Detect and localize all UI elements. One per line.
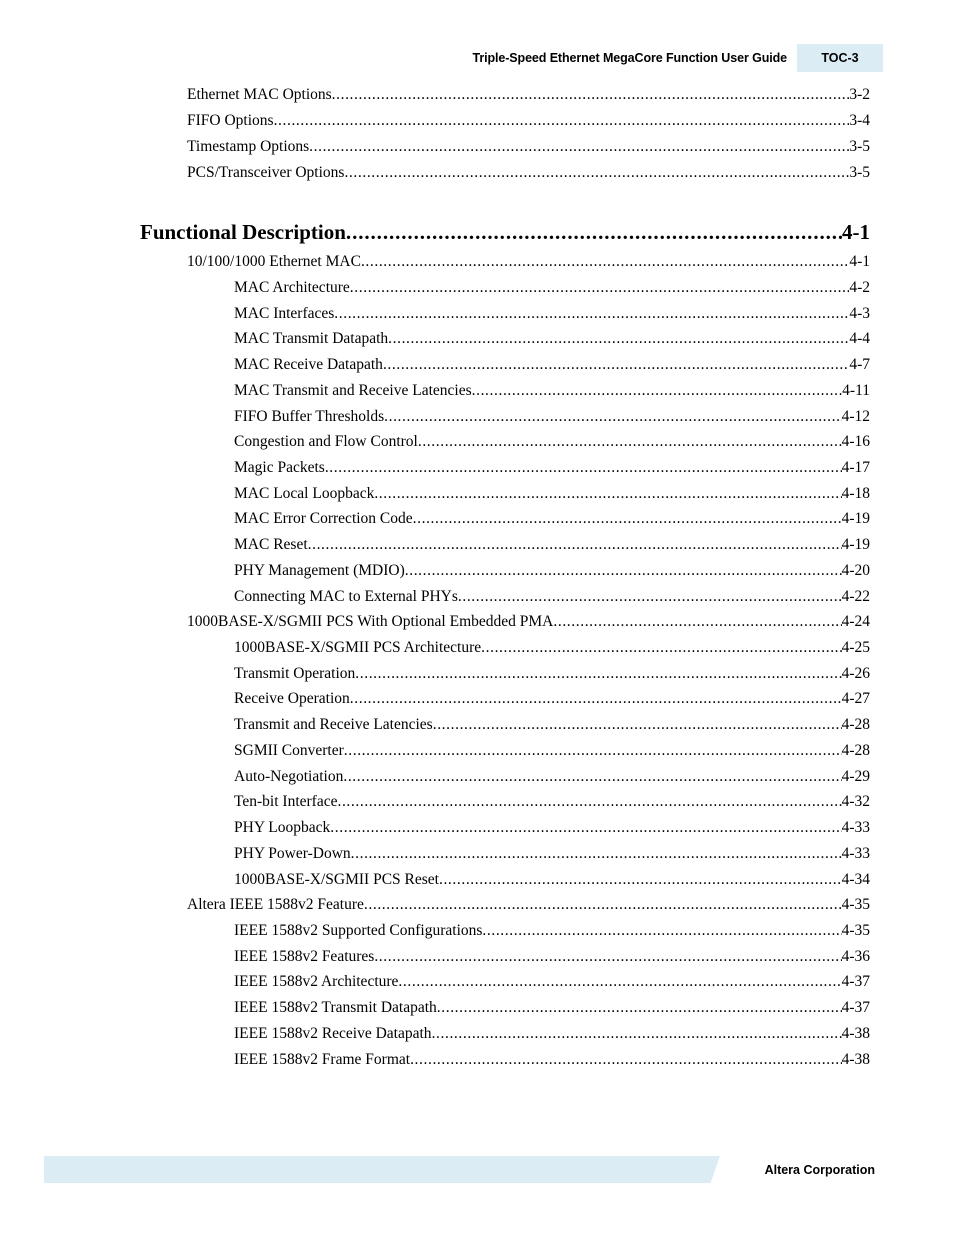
toc-entry-page: 4-24 [841,613,870,630]
toc-chapter-page: 4-1 [842,220,870,244]
footer-band [44,1156,720,1183]
toc-entry[interactable] [187,163,870,183]
toc-subentry[interactable] [234,741,870,761]
toc-entry-title: 1000BASE-X/SGMII PCS Reset [234,871,439,888]
toc-entry[interactable] [187,612,870,632]
dot-leader [344,163,849,183]
toc-entry-title: MAC Transmit Datapath [234,330,389,347]
toc-entry-title: IEEE 1588v2 Features [234,948,375,965]
toc-entry-title: MAC Interfaces [234,305,335,322]
toc-entry-title: 10/100/1000 Ethernet MAC [187,253,361,270]
toc-entry-page: 4-37 [841,973,870,990]
toc-entry-title: FIFO Options [187,112,274,129]
toc-entry-page: 4-35 [841,896,870,913]
dot-leader [432,1024,842,1044]
toc-entry-page: 4-38 [841,1051,870,1068]
toc-entry-page: 4-28 [841,742,870,759]
toc-entry-page: 4-17 [841,459,870,476]
toc-subentry[interactable] [234,407,870,427]
toc-entry-page: 4-12 [841,408,870,425]
toc-entry-title: Timestamp Options [187,138,310,155]
dot-leader [472,381,843,401]
dot-leader [437,998,842,1018]
toc-subentry[interactable] [234,432,870,452]
toc-entry-title: Receive Operation [234,690,350,707]
toc-entry-page: 3-2 [849,86,870,103]
toc-chapter-heading[interactable] [140,219,870,245]
dot-leader [413,509,842,529]
toc-subentry[interactable] [234,329,870,349]
toc-entry-page: 4-35 [841,922,870,939]
toc-entry-page: 4-36 [841,948,870,965]
toc-entry-title: IEEE 1588v2 Supported Configurations [234,922,483,939]
toc-entry-title: PHY Loopback [234,819,331,836]
toc-entry-page: 4-38 [841,1025,870,1042]
dot-leader [553,612,841,632]
toc-entry-title: IEEE 1588v2 Frame Format [234,1051,411,1068]
toc-entry-title: Transmit and Receive Latencies [234,716,433,733]
dot-leader [418,432,842,452]
dot-leader [364,895,842,915]
dot-leader [405,561,842,581]
dot-leader [343,767,841,787]
toc-entry-title: IEEE 1588v2 Receive Datapath [234,1025,432,1042]
toc-entry[interactable] [187,137,870,157]
toc-subentry[interactable] [234,1050,870,1070]
toc-entry-title: PCS/Transceiver Options [187,164,345,181]
dot-leader [350,689,842,709]
toc-entry-page: 4-26 [841,665,870,682]
dot-leader [351,844,842,864]
toc-subentry[interactable] [234,972,870,992]
toc-entry-page: 4-33 [841,845,870,862]
toc-entry-page: 4-16 [841,433,870,450]
dot-leader [361,252,849,272]
toc-subentry[interactable] [234,458,870,478]
toc-subentry[interactable] [234,638,870,658]
toc-entry-page: 3-4 [849,112,870,129]
dot-leader [325,458,842,478]
dot-leader [308,535,842,555]
toc-subentry[interactable] [234,947,870,967]
running-header-title: Triple-Speed Ethernet MegaCore Function User Guide [472,51,787,65]
toc-subentry[interactable] [234,509,870,529]
toc-entry-title: IEEE 1588v2 Architecture [234,973,399,990]
toc-entry-title: 1000BASE-X/SGMII PCS Architecture [234,639,482,656]
toc-entry-page: 4-22 [841,588,870,605]
dot-leader [337,792,841,812]
toc-subentry[interactable] [234,278,870,298]
toc-entry-page: 4-37 [841,999,870,1016]
dot-leader [398,972,841,992]
toc-subentry[interactable] [234,381,870,401]
dot-leader [388,329,849,349]
toc-subentry[interactable] [234,689,870,709]
toc-chapter-title: Functional Description [140,220,346,244]
toc-entry-page: 4-34 [841,871,870,888]
toc-subentry[interactable] [234,998,870,1018]
toc-entry-title: Ethernet MAC Options [187,86,332,103]
toc-entry-title: 1000BASE-X/SGMII PCS With Optional Embedded PMA [187,613,554,630]
toc-entry-page: 4-28 [841,716,870,733]
toc-entry-page: 4-20 [841,562,870,579]
toc-subentry[interactable] [234,1024,870,1044]
toc-entry-page: 4-2 [849,279,870,296]
dot-leader [332,85,850,105]
toc-entry-title: FIFO Buffer Thresholds [234,408,385,425]
dot-leader [439,870,842,890]
toc-entry-page: 4-32 [841,793,870,810]
toc-subentry[interactable] [234,587,870,607]
toc-entry-page: 4-7 [849,356,870,373]
dot-leader [481,638,841,658]
toc-entry-title: MAC Architecture [234,279,350,296]
toc-subentry[interactable] [234,844,870,864]
dot-leader [384,407,841,427]
toc-entry-page: 4-33 [841,819,870,836]
toc-entry[interactable] [187,895,870,915]
toc-entry-page: 4-27 [841,690,870,707]
dot-leader [433,715,842,735]
toc-entry-title: PHY Power-Down [234,845,351,862]
toc-subentry[interactable] [234,664,870,684]
toc-entry-page: 4-11 [842,382,870,399]
toc-entry-title: Auto-Negotiation [234,768,344,785]
toc-subentry[interactable] [234,870,870,890]
dot-leader [330,818,841,838]
toc-entry-page: 4-4 [849,330,870,347]
dot-leader [410,1050,842,1070]
toc-entry-page: 4-25 [841,639,870,656]
toc-entry[interactable] [187,252,870,272]
toc-entry-title: SGMII Converter [234,742,344,759]
toc-entry-title: MAC Local Loopback [234,485,375,502]
dot-leader [383,355,849,375]
toc-entry-page: 4-3 [849,305,870,322]
footer-company: Altera Corporation [764,1163,875,1177]
toc-subentry[interactable] [234,921,870,941]
dot-leader [334,304,849,324]
toc-entry-page: 3-5 [849,164,870,181]
toc-entry-page: 4-1 [849,253,870,270]
toc-entry-title: Ten-bit Interface [234,793,338,810]
toc-entry-title: MAC Error Correction Code [234,510,413,527]
toc-entry-page: 4-19 [841,510,870,527]
toc-subentry[interactable] [234,355,870,375]
toc-entry-title: PHY Management (MDIO) [234,562,405,579]
dot-leader [355,664,841,684]
toc-entry-page: 4-18 [841,485,870,502]
dot-leader [374,947,841,967]
toc-subentry[interactable] [234,535,870,555]
toc-entry-title: MAC Receive Datapath [234,356,383,373]
toc-subentry[interactable] [234,792,870,812]
dot-leader [344,741,842,761]
page-number-tab: TOC-3 [797,44,883,72]
toc-entry-title: MAC Reset [234,536,308,553]
toc-entry-page: 4-19 [841,536,870,553]
toc-subentry[interactable] [234,715,870,735]
toc-entry-title: Transmit Operation [234,665,356,682]
toc-entry[interactable] [187,111,870,131]
toc-subentry[interactable] [234,484,870,504]
toc-subentry[interactable] [234,818,870,838]
dot-leader [274,111,850,131]
toc-entry-title: Congestion and Flow Control [234,433,418,450]
toc-entry-page: 3-5 [849,138,870,155]
toc-entry-title: Altera IEEE 1588v2 Feature [187,896,364,913]
toc-entry-title: Connecting MAC to External PHYs [234,588,458,605]
toc-subentry[interactable] [234,561,870,581]
dot-leader [309,137,849,157]
toc-subentry[interactable] [234,304,870,324]
toc-entry-page: 4-29 [841,768,870,785]
toc-entry[interactable] [187,85,870,105]
toc-entry-title: Magic Packets [234,459,325,476]
dot-leader [458,587,842,607]
dot-leader [374,484,841,504]
dot-leader [346,219,842,245]
dot-leader [482,921,841,941]
toc-entry-title: MAC Transmit and Receive Latencies [234,382,472,399]
dot-leader [350,278,850,298]
toc-subentry[interactable] [234,767,870,787]
toc-entry-title: IEEE 1588v2 Transmit Datapath [234,999,437,1016]
